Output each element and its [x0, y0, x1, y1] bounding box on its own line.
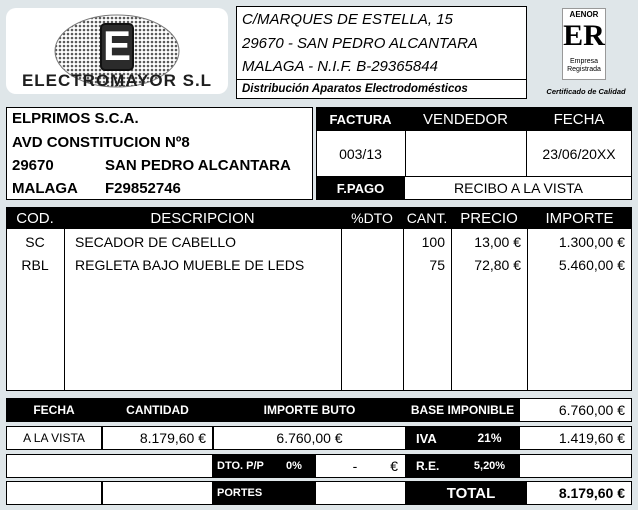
client-nif: F29852746 — [105, 180, 181, 197]
totals-fecha-value: A LA VISTA — [6, 426, 102, 450]
address-line-2: 29670 - SAN PEDRO ALCANTARA — [242, 35, 478, 52]
invoice-date: 23/06/20XX — [542, 145, 616, 162]
totals-cantidad-value: 8.179,60 € — [102, 426, 213, 450]
logo-letter: E — [102, 22, 131, 69]
address-line-3: MALAGA - N.I.F. B-29365844 — [242, 58, 438, 75]
dto-pp-value: - — [352, 458, 358, 474]
company-activity: Distribución Aparatos Electrodomésticos — [242, 83, 468, 95]
iva-label: IVA — [416, 430, 437, 446]
col-header-descripcion: DESCRIPCION — [150, 209, 255, 227]
table-row-cod: RBL — [21, 257, 49, 273]
total-label: TOTAL — [406, 481, 526, 505]
company-address-box — [236, 6, 527, 99]
cert-mark-icon: ER — [563, 19, 605, 52]
company-logo — [6, 8, 228, 94]
cert-org: AENOR — [569, 10, 599, 19]
re-pct: 5,20% — [473, 460, 506, 472]
table-row-cant: 75 — [429, 257, 445, 273]
cert-sub2: Registrada — [567, 66, 601, 73]
table-row-descripcion: REGLETA BAJO MUEBLE DE LEDS — [75, 257, 305, 273]
factura-label: FACTURA — [329, 111, 392, 127]
re-value — [519, 454, 632, 478]
col-header-dto: %DTO — [351, 210, 393, 226]
totals-importe-bruto-value: 6.760,00 € — [213, 426, 406, 450]
fpago-label: F.PAGO — [316, 176, 405, 200]
factura-number: 003/13 — [339, 145, 382, 162]
vendedor-label: VENDEDOR — [422, 110, 508, 128]
client-province: MALAGA — [12, 180, 78, 197]
total-value: 8.179,60 € — [526, 481, 632, 505]
cert-sub1: Empresa — [569, 58, 598, 65]
client-name: ELPRIMOS S.C.A. — [12, 110, 139, 127]
col-header-precio: PRECIO — [460, 209, 518, 227]
totals-importe-bruto-label: IMPORTE BUTO — [263, 403, 356, 417]
table-row-precio: 13,00 € — [474, 234, 521, 250]
table-row-descripcion: SECADOR DE CABELLO — [75, 234, 237, 250]
cert-caption: Certificado de Calidad — [546, 87, 626, 96]
dto-pp-currency: € — [390, 458, 398, 474]
client-address: AVD CONSTITUCION Nº8 — [12, 134, 190, 151]
totals-cantidad-label: CANTIDAD — [126, 403, 189, 417]
col-header-cod: COD. — [16, 209, 54, 227]
re-label: R.E. — [416, 459, 440, 473]
client-postal-code: 29670 — [12, 157, 54, 174]
dto-pp-label: DTO. P/P — [217, 460, 264, 472]
table-row-dto — [341, 232, 403, 252]
table-row-dto — [341, 255, 403, 275]
fecha-label: FECHA — [553, 110, 605, 128]
table-row-importe: 1.300,00 € — [558, 234, 625, 250]
company-name: ELECTROMAYOR S.L — [21, 71, 213, 90]
table-row-importe: 5.460,00 € — [558, 257, 625, 273]
totals-fecha-label: FECHA — [33, 403, 75, 417]
iva-value: 1.419,60 € — [519, 426, 632, 450]
table-row-cod: SC — [25, 234, 45, 250]
vendedor-value — [405, 131, 526, 176]
aenor-certification — [540, 8, 632, 98]
address-line-1: C/MARQUES DE ESTELLA, 15 — [242, 11, 453, 28]
client-city: SAN PEDRO ALCANTARA — [105, 157, 291, 174]
col-header-cant: CANT. — [406, 210, 448, 226]
portes-label: PORTES — [217, 487, 263, 499]
table-row-precio: 72,80 € — [474, 257, 521, 273]
col-header-importe: IMPORTE — [545, 209, 614, 227]
base-imponible-label: BASE IMPONIBLE — [410, 403, 515, 417]
dto-pp-pct: 0% — [286, 460, 302, 472]
table-row-cant: 100 — [421, 234, 445, 250]
iva-pct: 21% — [477, 431, 502, 445]
base-imponible-value: 6.760,00 € — [519, 398, 632, 422]
fpago-value: RECIBO A LA VISTA — [454, 180, 583, 196]
